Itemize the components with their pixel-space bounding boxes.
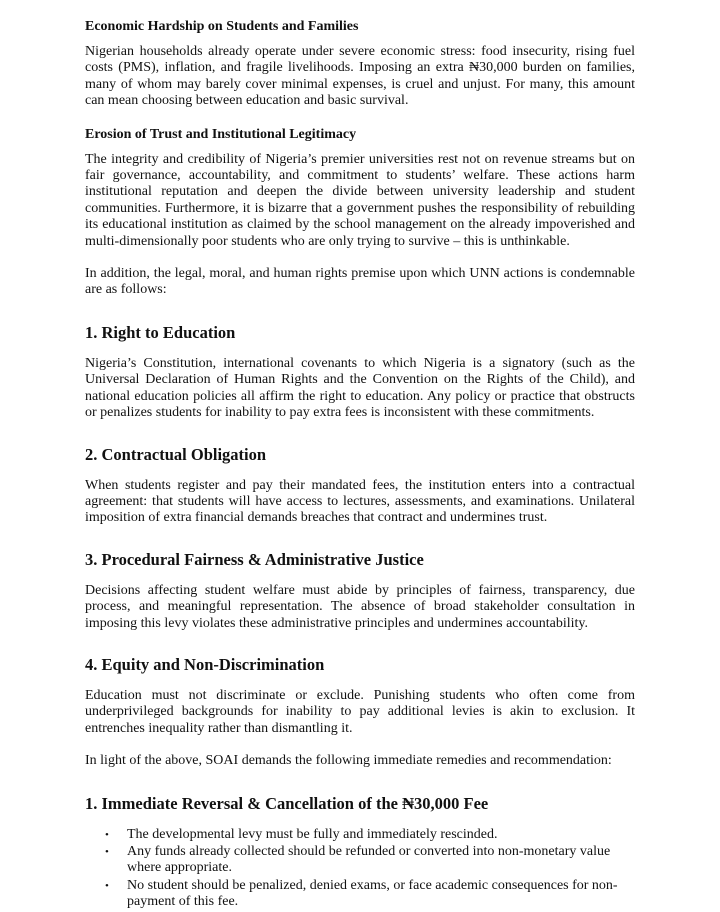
heading-erosion-of-trust: Erosion of Trust and Institutional Legitimacy [85, 126, 357, 142]
remedies-list [85, 827, 635, 911]
document-page [85, 18, 635, 912]
section-title-equity: 4. Equity and Non-Discrimination [85, 654, 325, 674]
list-item [85, 878, 635, 911]
list-item [85, 827, 635, 843]
section-title-procedural-fairness: 3. Procedural Fairness & Administrative Justice [85, 549, 424, 569]
list-item-text: No student should be penalized, denied exams, or face academic consequences for non-payment of this fee. [127, 877, 618, 910]
paragraph-legal-premise-intro: In addition, the legal, moral, and human rights premise upon which UNN actions is condemnable are as follows: [85, 266, 635, 298]
paragraph-equity: Education must not discriminate or exclude. Punishing students who often come from underprivileged backgrounds for inability to pay additional levies is akin to exclusion. It entrenches inequality rather than dismantling it. [85, 687, 635, 736]
bullet-icon: • [105, 879, 109, 892]
paragraph-erosion-of-trust: The integrity and credibility of Nigeria’s premier universities rest not on revenue streams but on fair governance, accountability, and commitment to students’ welfare. These actions harm institutional reputation and deepen the divide between university leadership and student communities. Furthermore, it is bizarre that a government pushes the responsibility of rebuilding its educational institution as claimed by the school management on the already impoverished and multi-dimensionally poor students who are only trying to survive – this is unthinkable. [85, 151, 635, 249]
paragraph-procedural-fairness: Decisions affecting student welfare must abide by principles of fairness, transparency, due process, and meaningful representation. The absence of broad stakeholder consultation in imposing this levy violates these administrative principles and undermines accountability. [85, 582, 635, 631]
list-item [85, 844, 635, 877]
bullet-icon: • [105, 828, 109, 841]
section-title-immediate-reversal: 1. Immediate Reversal & Cancellation of the ₦30,000 Fee [85, 793, 489, 813]
heading-economic-hardship: Economic Hardship on Students and Families [85, 19, 359, 34]
list-item-text: The developmental levy must be fully and immediately rescinded. [127, 826, 498, 842]
paragraph-contractual-obligation: When students register and pay their mandated fees, the institution enters into a contractual agreement: that students will have access to lectures, assessments, and examinations. Unilateral imposition of extra financial demands breaches that contract and undermines trust. [85, 477, 635, 526]
list-item-text: Any funds already collected should be refunded or converted into non-monetary value where appropriate. [127, 843, 611, 876]
paragraph-economic-hardship: Nigerian households already operate under severe economic stress: food insecurity, rising fuel costs (PMS), inflation, and fragile livelihoods. Imposing an extra ₦30,000 burden on families, many of whom may barely cover minimal expenses, is cruel and unjust. For many, this amount can mean choosing between education and basic survival. [85, 44, 635, 109]
paragraph-right-to-education: Nigeria’s Constitution, international covenants to which Nigeria is a signatory (such as the Universal Declaration of Human Rights and the Convention on the Rights of the Child), and national education policies all affirm the right to education. Any policy or practice that obstructs or penalizes students for inability to pay extra fees is inconsistent with these commitments. [85, 355, 635, 421]
bullet-icon: • [105, 845, 109, 858]
paragraph-demands-intro: In light of the above, SOAI demands the following immediate remedies and recommendation: [85, 753, 612, 769]
section-title-right-to-education: 1. Right to Education [85, 322, 236, 342]
section-title-contractual-obligation: 2. Contractual Obligation [85, 444, 267, 464]
